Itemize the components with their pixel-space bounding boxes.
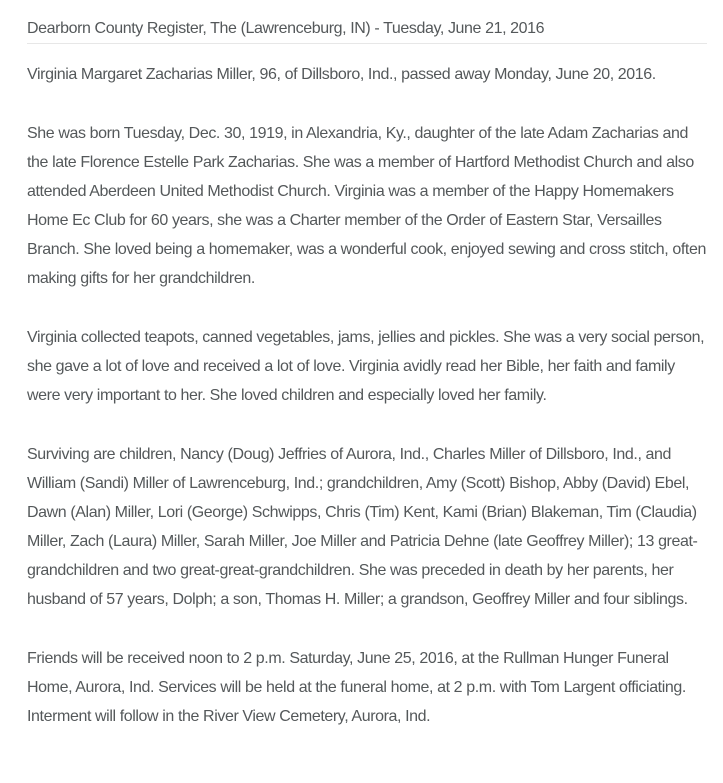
obit-paragraph-lead: Virginia Margaret Zacharias Miller, 96, of Dillsboro, Ind., passed away Monday, June 20, 2016. [27,66,656,83]
divider [27,43,707,44]
obit-paragraph-biography: She was born Tuesday, Dec. 30, 1919, in Alexandria, Ky., daughter of the late Adam Zacharias and the late Florence Estelle Park Zacharias. She was a member of Hartford Methodist Church and also attended Aberdeen United Methodist Church. Virginia was a member of the Happy Homemakers Home Ec Club for 60 years, she was a Charter member of the Order of Eastern Star, Versailles Branch. She loved being a homemaker, was a wonderful cook, enjoyed sewing and cross stitch, often making gifts for her grandchildren. [27,125,706,287]
obit-paragraph-survivors: Surviving are children, Nancy (Doug) Jeffries of Aurora, Ind., Charles Miller of Dillsboro, Ind., and William (Sandi) Miller of Lawrenceburg, Ind.; grandchildren, Amy (Scott) Bishop, Abby (David) Ebel, Dawn (Alan) Miller, Lori (George) Schwipps, Chris (Tim) Kent, Kami (Brian) Blakeman, Tim (Claudia) Miller, Zach (Laura) Miller, Sarah Miller, Joe Miller and Patricia Dehne (late Geoffrey Miller); 13 great-grandchildren and two great-great-grandchildren. She was preceded in death by her parents, her husband of 57 years, Dolph; a son, Thomas H. Miller; a grandson, Geoffrey Miller and four siblings. [27,446,698,608]
obit-paragraph-personal: Virginia collected teapots, canned vegetables, jams, jellies and pickles. She was a very social person, she gave a lot of love and received a lot of love. Virginia avidly read her Bible, her faith and family were very important to her. She loved children and especially loved her family. [27,329,705,404]
obit-paragraph-services: Friends will be received noon to 2 p.m. Saturday, June 25, 2016, at the Rullman Hunger Funeral Home, Aurora, Ind. Services will be held at the funeral home, at 2 p.m. with Tom Largent officiating. Interment will follow in the River View Cemetery, Aurora, Ind. [27,650,686,725]
source-date-line: Dearborn County Register, The (Lawrenceburg, IN) - Tuesday, June 21, 2016 [27,20,545,37]
